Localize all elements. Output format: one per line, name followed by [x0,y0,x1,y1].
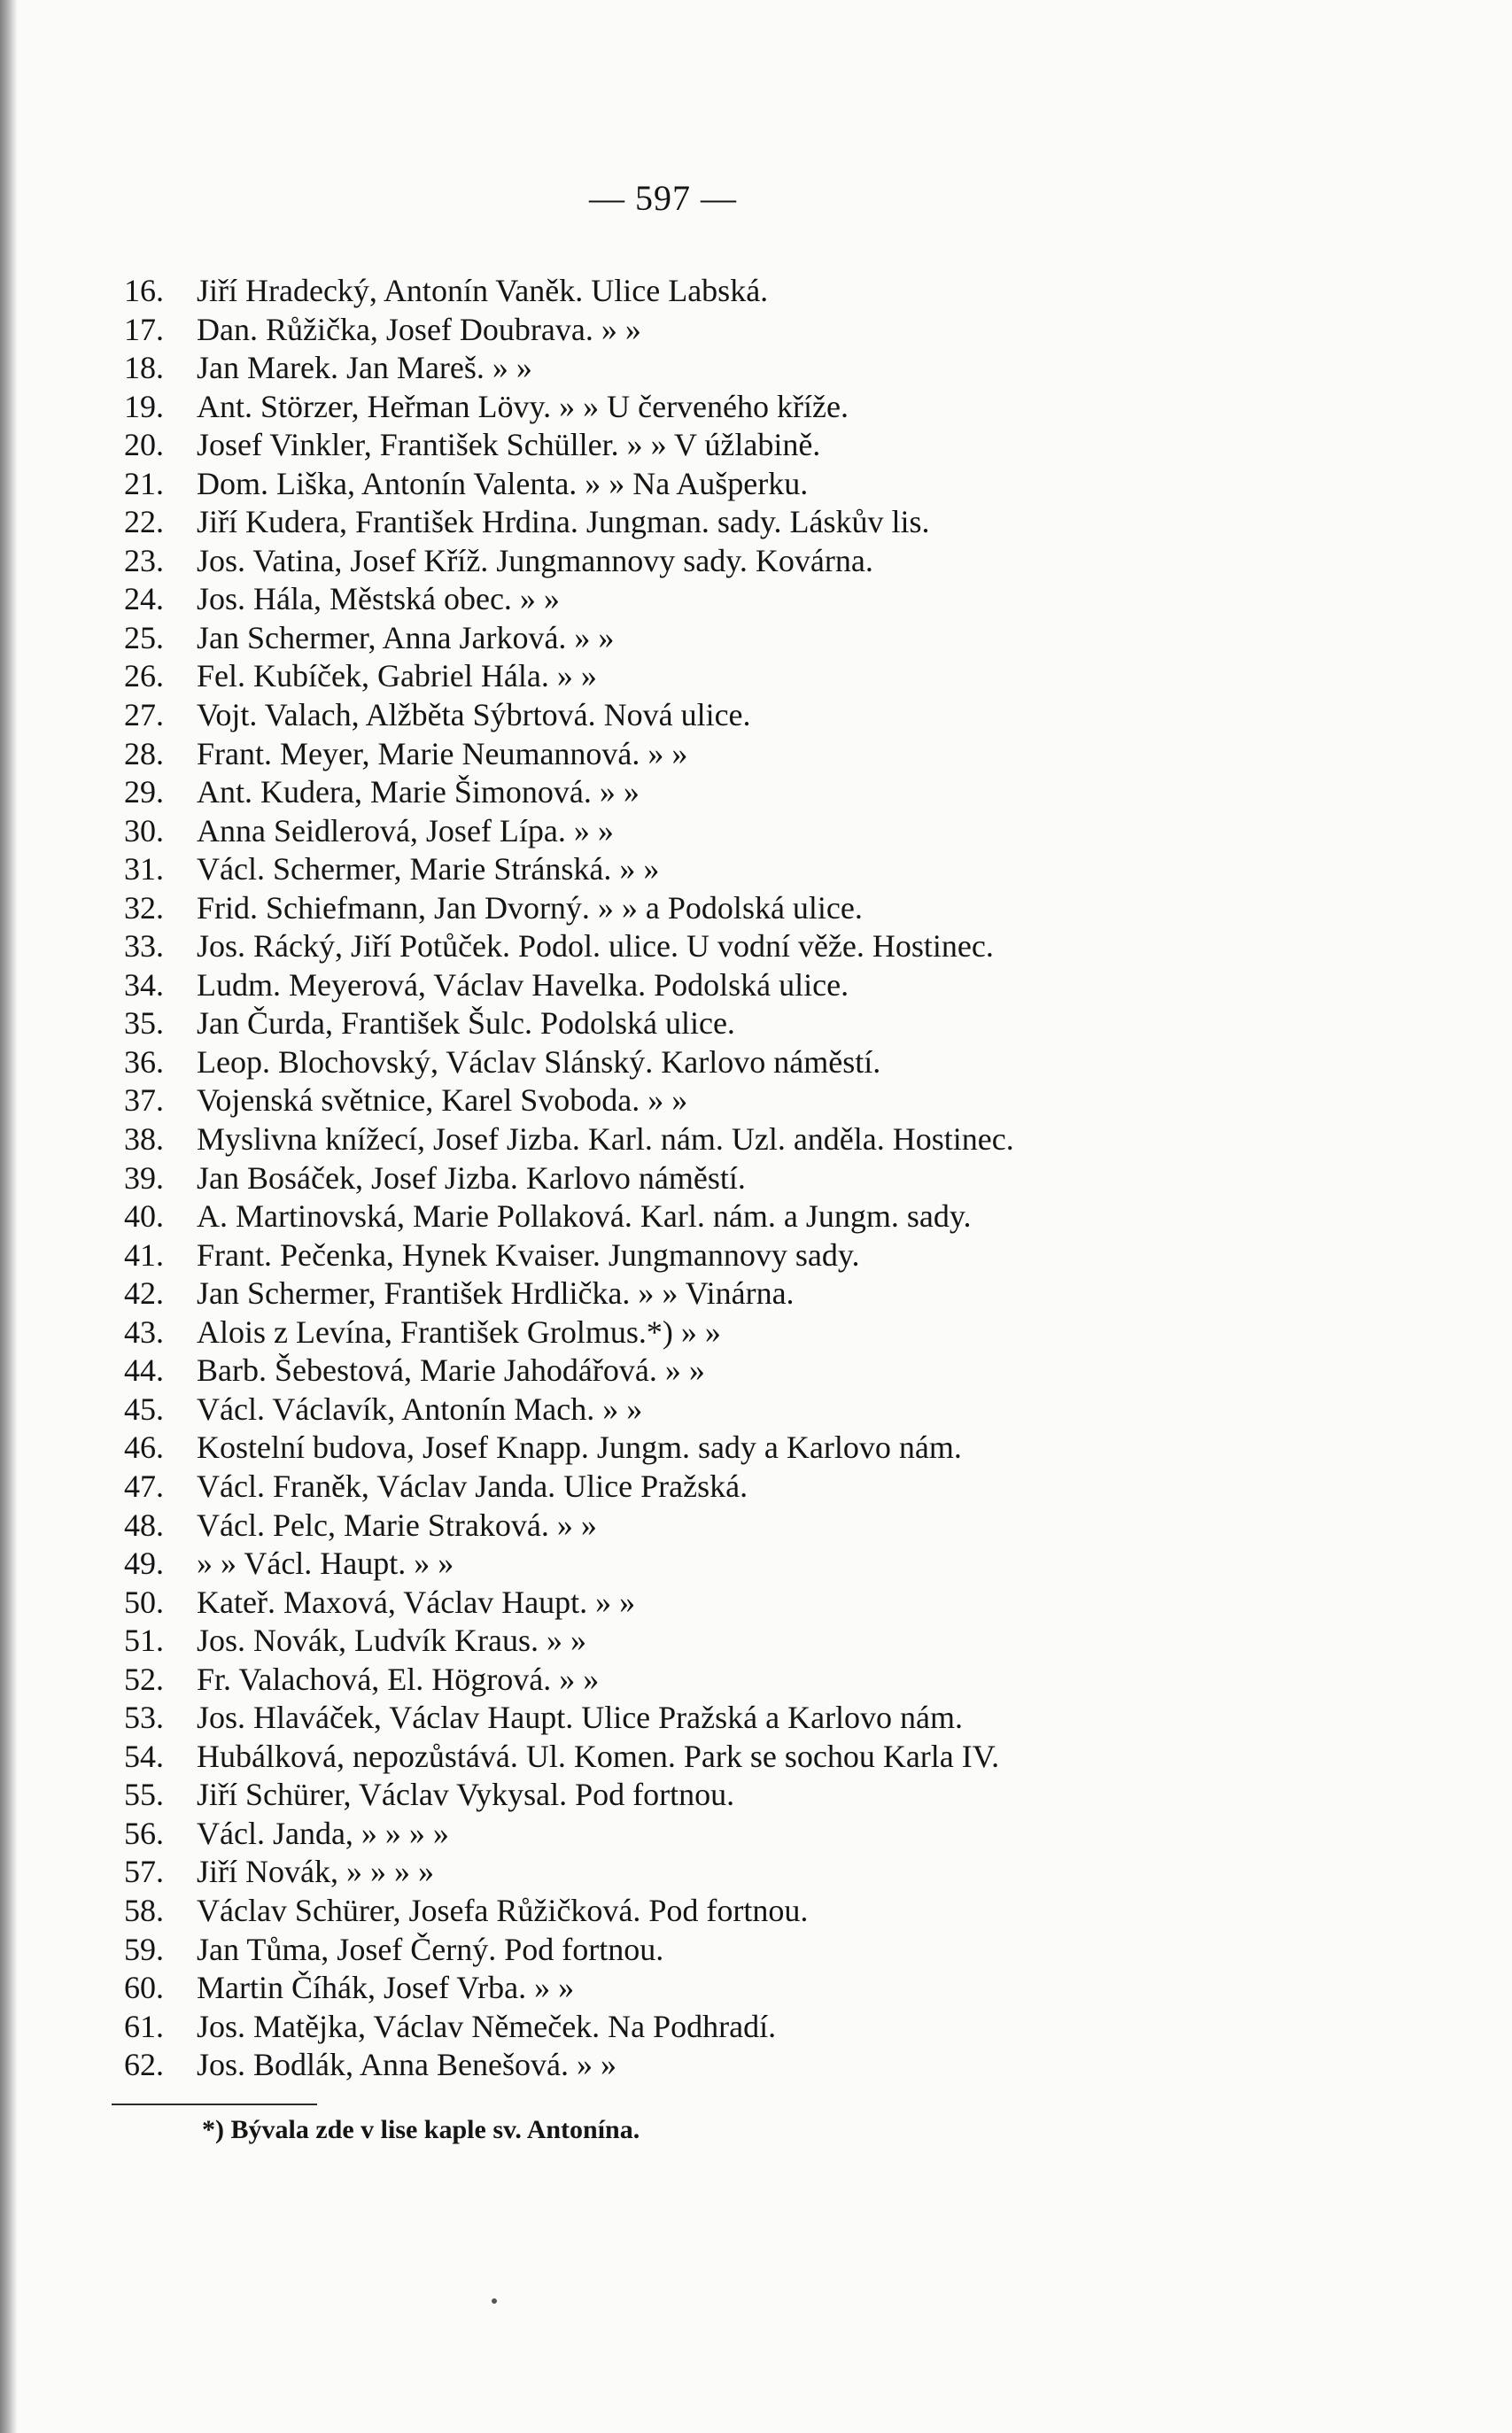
list-item [124,1429,1014,1468]
list-item [124,1931,1014,1970]
entry-text: Kateř. Maxová, Václav Haupt. » » [197,1584,636,1620]
entry-number: 40. [124,1198,164,1235]
entry-text: Dom. Liška, Antonín Valenta. » » Na Aušperku. [197,465,809,501]
list-item [124,503,1014,542]
entry-text: Jos. Rácký, Jiří Potůček. Podol. ulice. U vodní věže. Hostinec. [197,928,994,965]
entry-number: 60. [124,1970,164,2006]
entry-list [124,272,1014,2085]
entry-number: 59. [124,1931,164,1967]
entry-number: 23. [124,542,164,578]
entry-number: 56. [124,1815,164,1851]
entry-text: Fr. Valachová, El. Högrová. » » [197,1661,600,1697]
list-item [124,696,1014,735]
list-item [124,1969,1014,2008]
entry-text: Jiří Hradecký, Antonín Vaněk. Ulice Labská. [197,273,769,308]
list-item [124,1313,1014,1352]
list-item [124,1197,1014,1236]
entry-number: 57. [124,1854,164,1890]
list-item [124,1391,1014,1430]
list-item [124,542,1014,581]
entry-number: 28. [124,735,164,771]
entry-number: 44. [124,1352,164,1389]
entry-text: Anna Seidlerová, Josef Lípa. » » [197,812,614,848]
entry-text: » » Václ. Haupt. » » [197,1546,454,1582]
entry-text: Kostelní budova, Josef Knapp. Jungm. sady a Karlovo nám. [197,1430,962,1466]
list-item [124,580,1014,619]
list-item [124,311,1014,350]
list-item [124,2046,1014,2085]
footnote: *) Bývala zde v lise kaple sv. Antonína. [202,2115,640,2144]
entry-text: Hubálková, nepozůstává. Ul. Komen. Park se sochou Karla IV. [197,1738,1000,1774]
entry-number: 34. [124,966,164,1003]
list-item [124,1776,1014,1815]
entry-text: Václ. Václavík, Antonín Mach. » » [197,1391,643,1427]
page-binding-edge [0,0,18,2433]
list-item [124,735,1014,774]
list-item [124,1853,1014,1892]
list-item [124,1352,1014,1391]
entry-text: Jos. Bodlák, Anna Benešová. » » [197,2047,616,2083]
list-item [124,773,1014,812]
entry-number: 20. [124,427,164,463]
entry-number: 25. [124,619,164,655]
entry-text: Frant. Pečenka, Hynek Kvaiser. Jungmannovy sady. [197,1236,860,1273]
entry-number: 17. [124,311,164,347]
entry-text: Jos. Novák, Ludvík Kraus. » » [197,1623,586,1659]
entry-number: 38. [124,1121,164,1158]
entry-number: 47. [124,1468,164,1504]
entry-text: Jos. Vatina, Josef Kříž. Jungmannovy sady. Kovárna. [197,542,873,578]
list-item [124,1275,1014,1313]
entry-number: 58. [124,1892,164,1928]
entry-number: 19. [124,388,164,424]
entry-number: 48. [124,1507,164,1543]
list-item [124,1043,1014,1082]
entry-text: Jos. Hála, Městská obec. » » [197,581,560,617]
entry-number: 61. [124,2008,164,2044]
entry-number: 26. [124,658,164,694]
entry-text: Jos. Matějka, Václav Němeček. Na Podhradí. [197,2008,777,2044]
entry-text: Frant. Meyer, Marie Neumannová. » » [197,735,688,771]
entry-number: 16. [124,273,164,308]
list-item [124,812,1014,851]
list-item [124,1159,1014,1198]
list-item [124,1738,1014,1777]
entry-text: Barb. Šebestová, Marie Jahodářová. » » [197,1352,705,1389]
entry-text: Alois z Levína, František Grolmus.*) » » [197,1313,721,1350]
list-item [124,388,1014,427]
entry-text: Václ. Franěk, Václav Janda. Ulice Pražská. [197,1468,748,1504]
list-item [124,1081,1014,1120]
entry-text: Vojenská světnice, Karel Svoboda. » » [197,1082,688,1119]
entry-number: 36. [124,1043,164,1080]
page-number: — 597 — [589,178,737,218]
entry-text: Jiří Novák, » » » » [197,1854,434,1890]
entry-text: Václ. Janda, » » » » [197,1815,449,1851]
entry-text: Václ. Schermer, Marie Stránská. » » [197,851,660,887]
entry-text: Jan Marek. Jan Mareš. » » [197,350,532,386]
entry-text: Josef Vinkler, František Schüller. » » V úžlabině. [197,427,821,463]
entry-text: Jan Tůma, Josef Černý. Pod fortnou. [197,1931,664,1967]
list-item [124,2008,1014,2047]
list-item [124,850,1014,889]
entry-number: 31. [124,851,164,887]
entry-number: 32. [124,889,164,926]
entry-text: Myslivna knížecí, Josef Jizba. Karl. nám. Uzl. anděla. Hostinec. [197,1121,1014,1158]
list-item [124,465,1014,504]
entry-text: A. Martinovská, Marie Pollaková. Karl. nám. a Jungm. sady. [197,1198,972,1235]
entry-number: 46. [124,1430,164,1466]
entry-number: 54. [124,1738,164,1774]
list-item [124,1622,1014,1661]
entry-text: Ant. Störzer, Heřman Lövy. » » U červeného kříže. [197,388,849,424]
footnote-divider [112,2104,317,2105]
entry-number: 35. [124,1005,164,1042]
entry-number: 18. [124,350,164,386]
entry-text: Ant. Kudera, Marie Šimonová. » » [197,774,640,810]
entry-number: 51. [124,1623,164,1659]
entry-number: 37. [124,1082,164,1119]
entry-number: 29. [124,774,164,810]
entry-number: 42. [124,1275,164,1312]
list-item [124,966,1014,1005]
entry-text: Ludm. Meyerová, Václav Havelka. Podolská ulice. [197,966,849,1003]
list-item [124,1661,1014,1700]
list-item [124,1507,1014,1546]
list-item [124,657,1014,696]
entry-number: 62. [124,2047,164,2083]
list-item [124,1468,1014,1507]
entry-text: Martin Číhák, Josef Vrba. » » [197,1970,575,2006]
entry-text: Jiří Schürer, Václav Vykysal. Pod fortnou. [197,1777,735,1813]
entry-number: 53. [124,1700,164,1736]
list-item [124,927,1014,966]
entry-number: 33. [124,928,164,965]
list-item [124,1120,1014,1159]
list-item [124,1584,1014,1623]
entry-number: 27. [124,697,164,733]
entry-number: 21. [124,465,164,501]
entry-text: Vojt. Valach, Alžběta Sýbrtová. Nová ulice. [197,697,751,733]
entry-text: Jan Schermer, František Hrdlička. » » Vinárna. [197,1275,795,1312]
entry-number: 49. [124,1546,164,1582]
list-item [124,889,1014,928]
entry-number: 43. [124,1313,164,1350]
list-item [124,272,1014,311]
entry-number: 39. [124,1159,164,1196]
list-item [124,1004,1014,1043]
list-item [124,349,1014,388]
entry-number: 22. [124,504,164,540]
entry-text: Václav Schürer, Josefa Růžičková. Pod fortnou. [197,1892,809,1928]
entry-number: 41. [124,1236,164,1273]
entry-text: Jan Čurda, František Šulc. Podolská ulice. [197,1005,735,1042]
list-item [124,1815,1014,1854]
entry-text: Leop. Blochovský, Václav Slánský. Karlovo náměstí. [197,1043,881,1080]
entry-number: 52. [124,1661,164,1697]
list-item [124,426,1014,465]
entry-text: Jiří Kudera, František Hrdina. Jungman. sady. Láskův lis. [197,504,930,540]
entry-text: Fel. Kubíček, Gabriel Hála. » » [197,658,597,694]
list-item [124,1892,1014,1931]
list-item [124,1545,1014,1584]
entry-number: 55. [124,1777,164,1813]
entry-text: Jan Bosáček, Josef Jizba. Karlovo náměstí. [197,1159,746,1196]
entry-text: Václ. Pelc, Marie Straková. » » [197,1507,597,1543]
entry-text: Jan Schermer, Anna Jarková. » » [197,619,615,655]
entry-text: Jos. Hlaváček, Václav Haupt. Ulice Pražská a Karlovo nám. [197,1700,964,1736]
entry-number: 30. [124,812,164,848]
list-item [124,1236,1014,1275]
list-item [124,619,1014,658]
entry-number: 24. [124,581,164,617]
ink-speck [492,2298,497,2304]
entry-number: 45. [124,1391,164,1427]
list-item [124,1699,1014,1738]
entry-text: Frid. Schiefmann, Jan Dvorný. » » a Podolská ulice. [197,889,863,926]
entry-number: 50. [124,1584,164,1620]
entry-text: Dan. Růžička, Josef Doubrava. » » [197,311,641,347]
